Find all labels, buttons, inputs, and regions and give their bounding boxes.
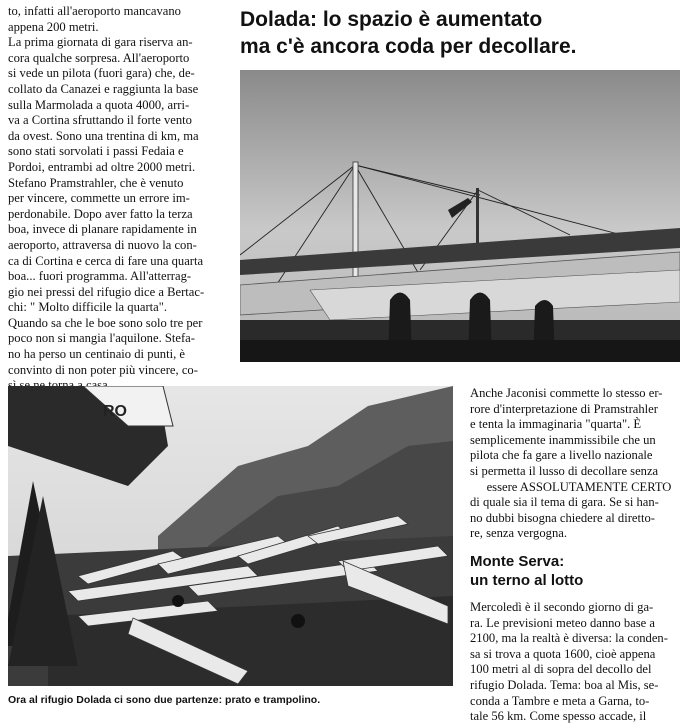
- text-line: La prima giornata di gara riserva an-: [8, 35, 193, 50]
- text-line: to, infatti all'aeroporto mancavano: [8, 4, 181, 18]
- article-column-right: [470, 386, 688, 725]
- text-line: si permetta il lusso di decollare senza: [470, 463, 659, 478]
- photo-caption: Ora al rifugio Dolada ci sono due partenze: prato e trampolino.: [8, 694, 321, 706]
- glider-sail-letters: RO: [103, 403, 127, 420]
- text-line: si vede un pilota (fuori gara) che, de-: [8, 66, 195, 81]
- text-line: ra. Le previsioni meteo danno base a: [470, 615, 655, 630]
- text-line: re, senza vergogna.: [470, 526, 567, 541]
- text-line: poco non si mangia l'aquilone. Stefa-: [8, 331, 195, 346]
- text-line: sono stati sorvolati i passi Fedaia e: [8, 144, 184, 159]
- text-line: boa, invece di planare rapidamente in: [8, 222, 197, 237]
- text-line: sa si trova a quota 1600, cioè appena: [470, 646, 656, 661]
- section-subheading: [470, 552, 688, 590]
- text-line: rifugio Dolada. Tema: boa al Mis, se-: [470, 677, 659, 692]
- text-line: Mercoledì è il secondo giorno di ga-: [470, 599, 654, 614]
- text-line: Stefano Pramstrahler, che è venuto: [8, 175, 184, 190]
- text-line: conda a Tambre e meta a Garna, to-: [470, 693, 650, 708]
- text-line: essere ASSOLUTAMENTE CERTO: [486, 479, 672, 494]
- text-line: Anche Jaconisi commette lo stesso er-: [470, 386, 663, 400]
- text-line: aeroporto, attraversa di nuovo la con-: [8, 237, 197, 252]
- text-line: da ovest. Sono una trentina di km, ma: [8, 128, 199, 143]
- text-line: collato da Canazei e raggiunta la base: [8, 81, 199, 96]
- text-line: sulla Marmolada a quota 4000, arri-: [8, 97, 190, 112]
- photo-gliders-ramp: [240, 70, 680, 362]
- text-line: convinto di non poter più vincere, co-: [8, 362, 198, 377]
- text-line: pilota che fa gare a livello nazionale: [470, 448, 653, 463]
- article-headline: [240, 6, 695, 60]
- photo-gliders-ramp-image: [240, 70, 680, 362]
- text-line: no ha perso un centinaio di punti, è: [8, 347, 185, 362]
- photo-takeoff-meadow: [8, 386, 453, 686]
- text-line: 2100, ma la realtà è diversa: la conden-: [470, 631, 668, 646]
- text-line: Quando sa che le boe sono solo tre per: [8, 315, 203, 330]
- text-line: gio nei pressi del rifugio dice a Bertac-: [8, 284, 205, 299]
- text-line: Pordoi, entrambi ad oltre 2000 metri.: [8, 159, 196, 174]
- text-line: tale 56 km. Come spesso accade, il: [470, 709, 647, 724]
- text-line: di quale sia il tema di gara. Se si han-: [470, 495, 659, 510]
- headline-line: Dolada: lo spazio è aumentato: [240, 8, 543, 31]
- article-column-left: [8, 4, 232, 394]
- text-line: 100 metri al di sopra del decollo del: [470, 662, 652, 677]
- text-line: chi: " Molto difficile la quarta".: [8, 300, 168, 315]
- text-line: semplicemente inammissibile che un: [470, 432, 656, 447]
- text-line: e tenta la immaginaria "quarta". È: [470, 417, 642, 432]
- subheading-line: un terno al lotto: [470, 571, 584, 589]
- subheading-line: Monte Serva:: [470, 552, 565, 570]
- text-line: appena 200 metri.: [8, 19, 99, 34]
- text-line: ca di Cortina e cerca di fare una quarta: [8, 253, 204, 268]
- text-line: cora qualche sorpresa. All'aeroporto: [8, 50, 190, 65]
- text-line: va a Cortina sfruttando il forte vento: [8, 113, 192, 128]
- text-line: rore d'interpretazione di Pramstrahler: [470, 401, 658, 416]
- text-line: perdonabile. Dopo aver fatto la terza: [8, 206, 193, 221]
- text-line: per vincere, commette un errore im-: [8, 191, 190, 206]
- text-line: no dubbi bisogna chiedere al diretto-: [470, 510, 656, 525]
- photo-takeoff-meadow-image: [8, 386, 453, 686]
- text-line: boa... fuori programma. All'atterrag-: [8, 269, 192, 284]
- headline-line: ma c'è ancora coda per decollare.: [240, 35, 577, 58]
